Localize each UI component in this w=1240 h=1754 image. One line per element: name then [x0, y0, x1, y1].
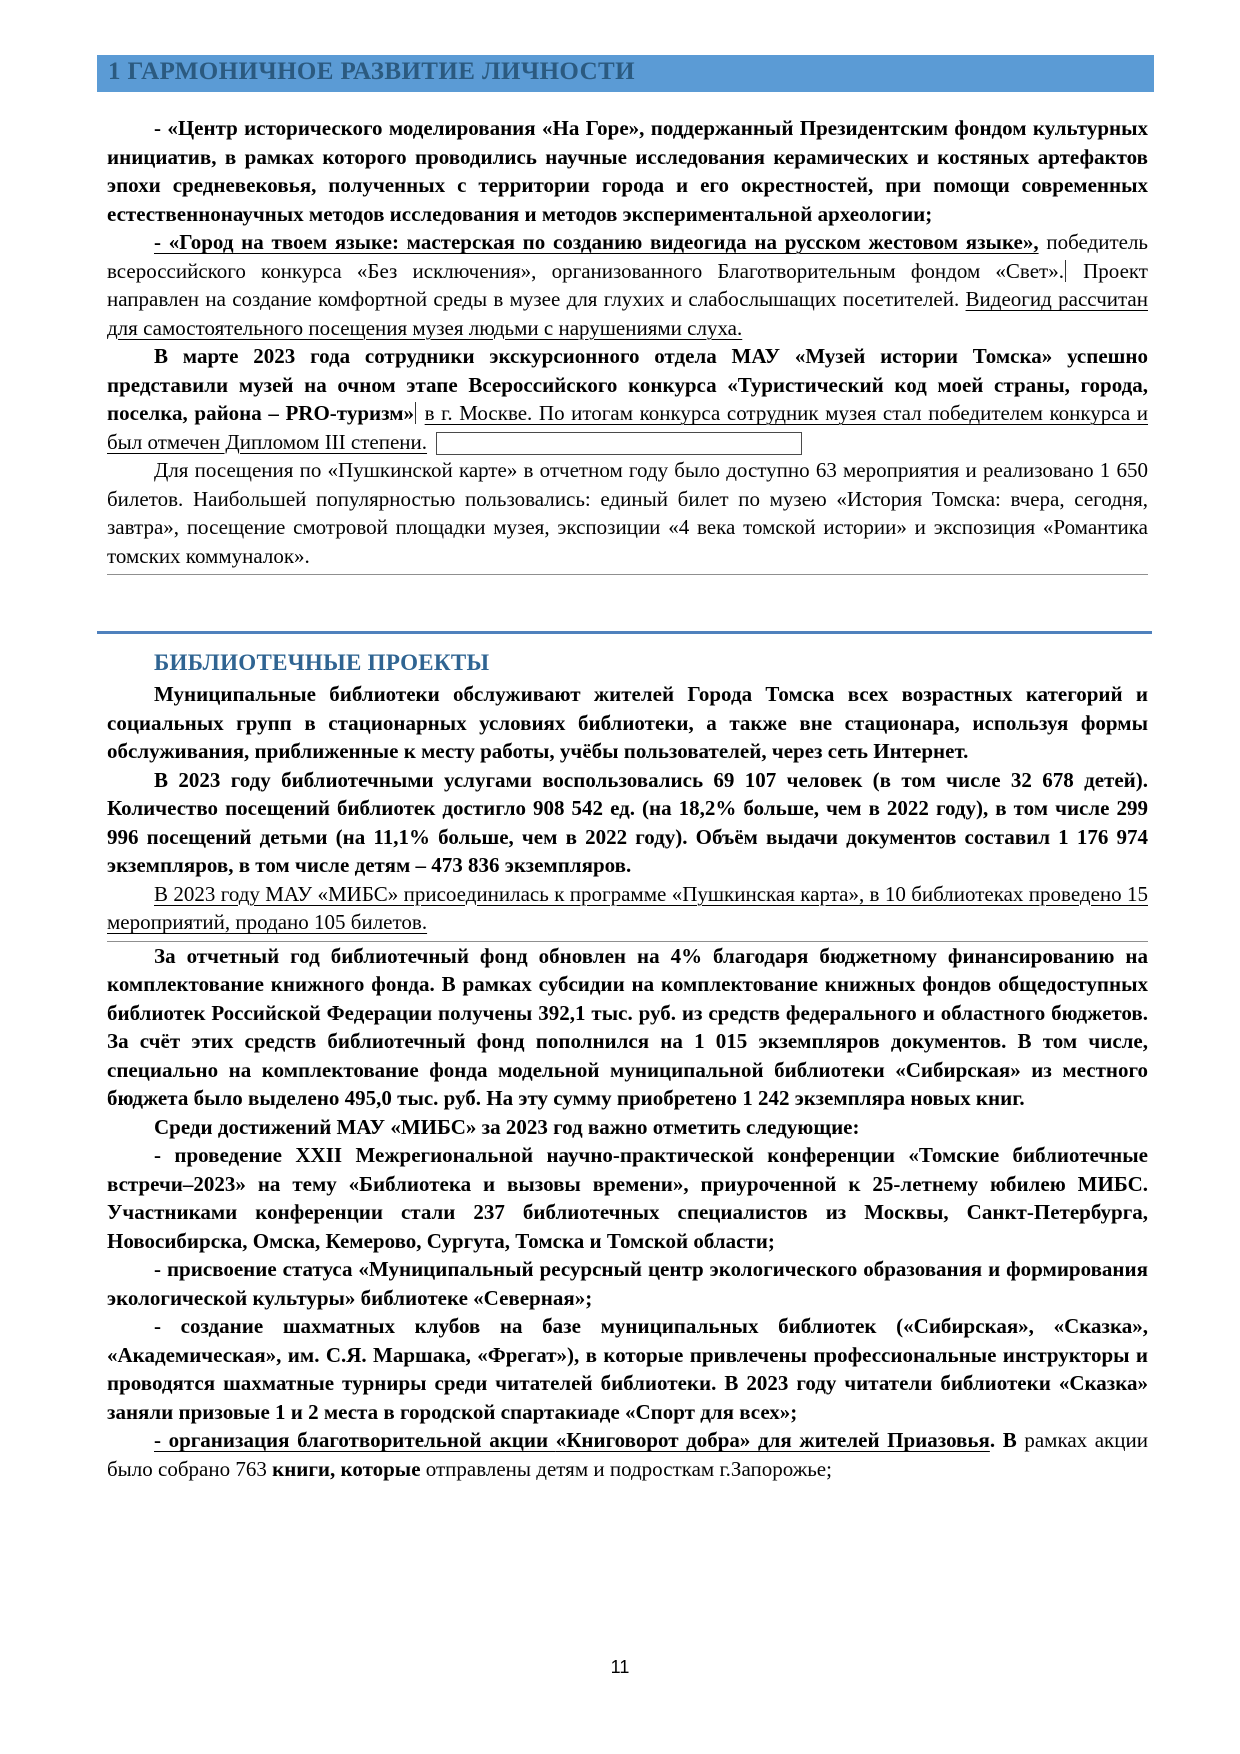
paragraph-text: За отчетный год библиотечный фонд обновлен на 4% благодаря бюджетному финансированию на комплектование книжного фонда. В рамках субсидии на комплектование книжных фондов общедоступных библиотек Российской Федерации получены 392,1 тыс. руб. из средств федерального и областного бюджетов. За счёт этих средств библиотечный фонд пополнился на 1 015 экземпляров документов. В том числе, специально на комплектование фонда модельной муниципальной библиотеки «Сибирская» из местного бюджета было выделено 495,0 тыс. руб. На эту сумму приобретено 1 242 экземпляра новых книг.	[107, 943, 1148, 1110]
paragraph-text-bold: . В	[989, 1428, 1025, 1452]
empty-revision-box	[436, 432, 802, 455]
paragraph-text: Проект направлен на создание комфортной среды в музее для глухих и слабослышащих посетителей.	[107, 258, 1148, 311]
paragraph-pushkin-card	[107, 456, 1148, 570]
paragraph-text: Муниципальные библиотеки обслуживают жителей Города Томска всех возрастных категорий и социальных групп в стационарных условиях библиотеки, а также вне стационара, используя формы обслуживания, приближенные к месту работы, учёбы пользователей, через сеть Интернет.	[107, 682, 1148, 763]
paragraph-municipal-libraries	[107, 680, 1148, 766]
paragraph-text: победитель всероссийского конкурса «Без исключения», организованного Благотворительным фондом «Свет».	[107, 230, 1148, 283]
section-divider-rule	[97, 631, 1152, 634]
paragraph-text: - присвоение статуса «Муниципальный ресурсный центр экологического образования и формирования экологической культуры» библиотеке «Северная»;	[107, 1257, 1148, 1310]
paragraph-mibs-pushkin-card	[107, 880, 1148, 937]
bullet-conference	[107, 1141, 1148, 1255]
paragraph-museum-contest	[107, 342, 1148, 456]
paragraph-text-underlined: «Книговорот добра» для жителей Приазовья	[555, 1428, 990, 1452]
caret-mark	[1065, 260, 1066, 282]
paragraph-city-sign-language-guide	[107, 228, 1148, 342]
paragraph-text: - проведение XXII Межрегиональной научно-практической конференции «Томские библиотечные встречи–2023» на тему «Библиотека и вызовы времени», приуроченной к 25-летнему юбилею МИБС. Участниками конференции стали 237 библиотечных специалистов из Москвы, Санкт-Петербурга, Новосибирска, Омска, Кемерово, Сургута, Томска и Томской области;	[107, 1143, 1148, 1253]
paragraph-text: - создание шахматных клубов на базе муниципальных библиотек («Сибирская», «Сказка», «Академическая», им. С.Я. Маршака, «Фрегат»), в которые привлечены профессиональные инструкторы и проводятся шахматные турниры среди читателей библиотеки. В 2023 году читатели библиотеки «Сказка» заняли призовые 1 и 2 места в городской спартакиаде «Спорт для всех»;	[107, 1314, 1148, 1424]
paragraph-library-statistics	[107, 766, 1148, 880]
paragraph-text: отправлены детям и подросткам г.Запорожье;	[425, 1456, 832, 1481]
paragraph-lead-underlined: - организация благотворительной акции	[154, 1428, 556, 1452]
bullet-charity-book-drive	[107, 1426, 1148, 1483]
paragraph-text-underlined: В 2023 году МАУ «МИБС» присоединилась к программе «Пушкинская карта», в 10 библиотеках проведено 15 мероприятий, продано 105 билетов.	[107, 881, 1148, 934]
paragraph-text: рамках акции было собрано 763	[107, 1428, 1148, 1481]
paragraph-text: Для посещения по «Пушкинской карте» в отчетном году было доступно 63 мероприятия и реализовано 1 650 билетов. Наибольшей популярностью пользовались: единый билет по музею «История Томска: вчера, сегодня, завтра», посещение смотровой площадки музея, экспозиции «4 века томской истории» и экспозиция «Романтика томских коммуналок».	[107, 458, 1148, 568]
paragraph-text: - «Центр исторического моделирования «На Горе», поддержанный Президентским фондом культурных инициатив, в рамках которого проводились научные исследования керамических и костяных артефактов эпохи средневековья, полученных с территории города и его окрестностей, при помощи современных естественнонаучных методов исследования и методов экспериментальной археологии;	[107, 116, 1148, 226]
paragraph-text: Среди достижений МАУ «МИБС» за 2023 год важно отметить следующие:	[154, 1114, 860, 1139]
paragraph-text-underlined: в г. Москве. По итогам конкурса сотрудник музея стал победителем конкурса и был отмечен Дипломом III степени.	[107, 401, 1149, 454]
paragraph-achievements-intro	[107, 1113, 1148, 1142]
paragraph-text: В 2023 году библиотечными услугами воспользовались 69 107 человек (в том числе 32 678 детей). Количество посещений библиотек достигло 908 542 ед. (на 18,2% больше, чем в 2022 году), в том числе 299 996 посещений детьми (на 11,1% больше, чем в 2022 году). Объём выдачи документов составил 1 176 974 экземпляров, в том числе детям – 473 836 экземпляров.	[107, 767, 1148, 877]
paragraph-history-modeling-center	[107, 114, 1148, 228]
bullet-eco-center-status	[107, 1255, 1148, 1312]
paragraph-library-fund	[107, 942, 1148, 1113]
chapter-heading-band	[97, 55, 1154, 92]
caret-mark	[415, 402, 416, 424]
paragraph-lead-underlined: - «Город на твоем языке: мастерская по созданию видеогида на русском жестовом языке»,	[154, 230, 1039, 254]
section-gap	[107, 575, 1148, 631]
bullet-chess-clubs	[107, 1312, 1148, 1426]
paragraph-text-underlined: Видеогид рассчитан для самостоятельного посещения музея людьми с нарушениями слуха.	[107, 287, 1148, 340]
page-number: 11	[610, 1657, 630, 1677]
paragraph-text-bold: В марте 2023 года сотрудники экскурсионного отдела МАУ «Музей истории Томска» успешно представили музей на очном этапе Всероссийского конкурса «Туристический код моей страны, города, поселка, района – PRO-туризм»	[107, 344, 1148, 425]
chapter-heading-text: 1 ГАРМОНИЧНОЕ РАЗВИТИЕ ЛИЧНОСТИ	[108, 58, 635, 85]
paragraph-text-bold: книги, которые	[272, 1456, 426, 1481]
library-projects-heading: БИБЛИОТЕЧНЫЕ ПРОЕКТЫ	[154, 650, 490, 675]
